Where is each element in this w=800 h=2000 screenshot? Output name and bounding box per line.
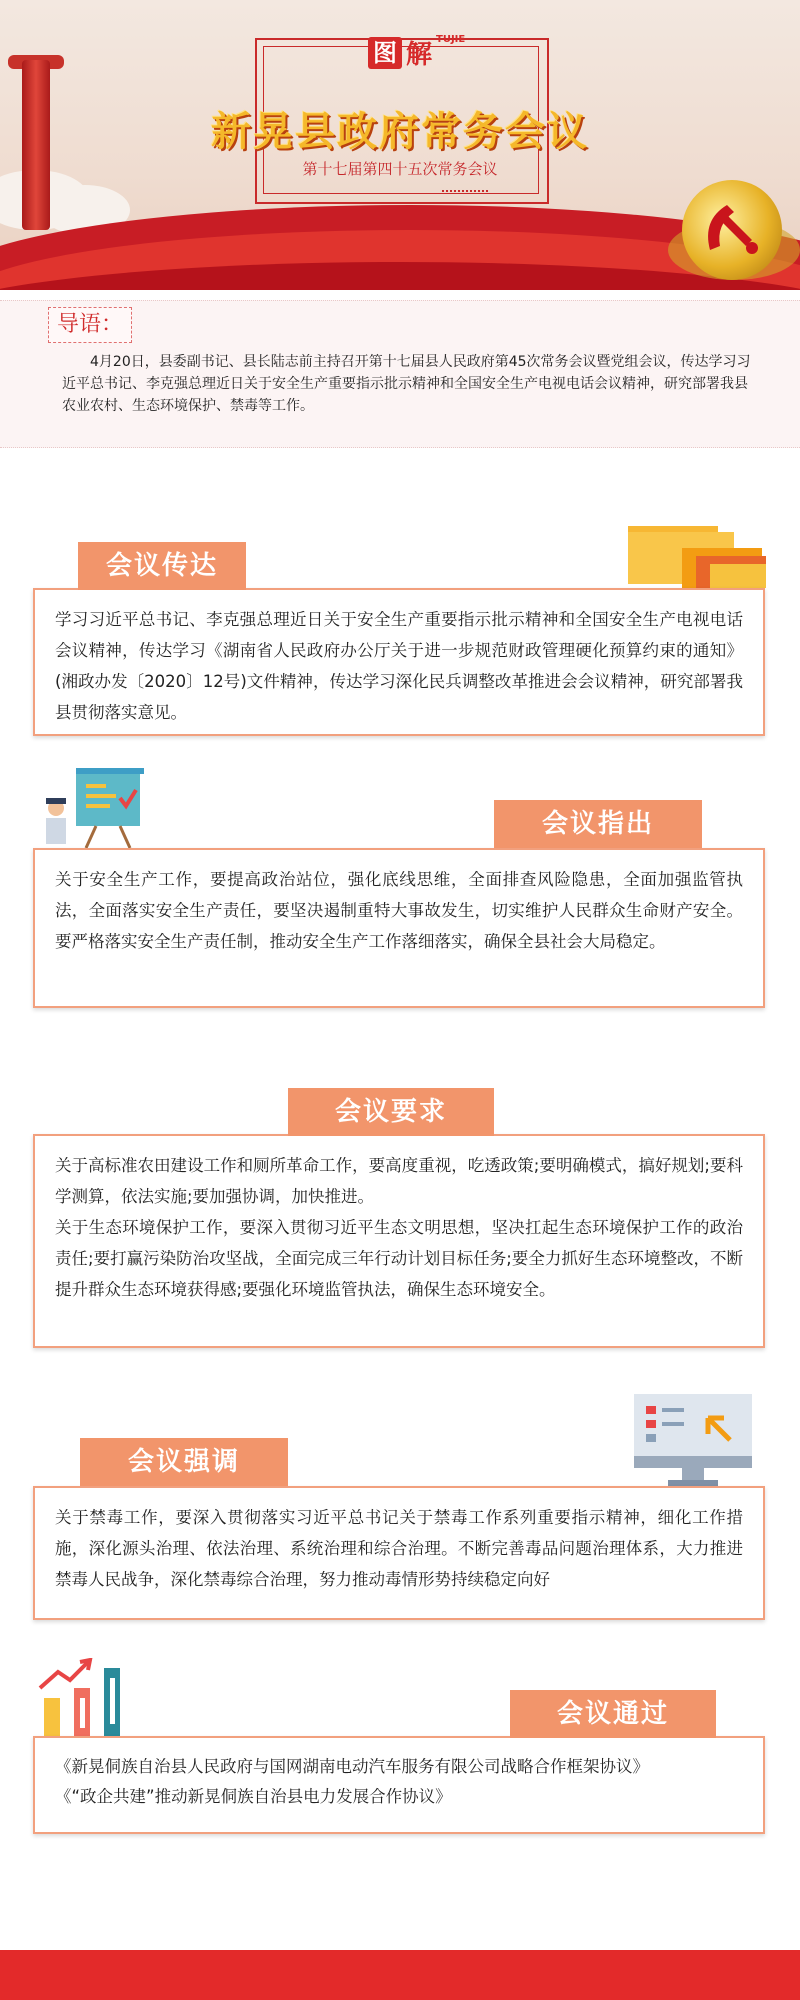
logo-char: 图 — [368, 37, 402, 69]
section-text — [35, 1136, 763, 1315]
paragraph: 关于安全生产工作，要提高政治站位，强化底线思维，全面排查风险隐患，全面加强监管执法，全面落实安全生产责任，要坚决遏制重特大事故发生，切实维护人民群众生命财产安全。要严格落实安全生产责任制，推动安全生产工作落细落实，确保全县社会大局稳定。 — [55, 870, 743, 951]
section-tag-emphasize: 会议强调 — [80, 1438, 288, 1486]
section-text — [35, 590, 763, 738]
folder-icon — [626, 526, 766, 594]
logo-en: TUJIE — [436, 34, 466, 45]
section-box-emphasize — [33, 1486, 765, 1620]
huabiao-pillar-icon — [22, 60, 50, 230]
dotted-divider — [442, 190, 488, 196]
intro-text: 4月20日，县委副书记、县长陆志前主持召开第十七届县人民政府第45次常务会议暨党组会议，传达学习习近平总书记、李克强总理近日关于安全生产重要指示批示精神和全国安全生产电视电话会议精神，研究部署我县农业农村、生态环境保护、禁毒等工作。 — [62, 354, 751, 414]
section-box-transmit — [33, 588, 765, 736]
section-tag-approved: 会议通过 — [510, 1690, 716, 1738]
section-tag-point-out: 会议指出 — [494, 800, 702, 848]
computer-monitor-icon — [634, 1394, 754, 1490]
header-banner — [0, 0, 800, 290]
bar-chart-icon — [36, 1658, 136, 1742]
intro-section — [0, 300, 800, 448]
paragraph: 学习习近平总书记、李克强总理近日关于安全生产重要指示批示精神和全国安全生产电视电话会议精神，传达学习《湖南省人民政府办公厅关于进一步规范财政管理硬化预算约束的通知》(湘政办发〔2020〕12号)文件精神，传达学习深化民兵调整改革推进会会议精神，研究部署我县贯彻落实意见。 — [55, 610, 743, 722]
tujie-logo — [310, 34, 490, 71]
agreement-item: 《新晃侗族自治县人民政府与国网湖南电动汽车服务有限公司战略合作框架协议》 — [55, 1757, 649, 1776]
section-text — [35, 1488, 763, 1605]
presentation-board-icon — [40, 768, 150, 852]
agreement-item: 《“政企共建”推动新晃侗族自治县电力发展合作协议》 — [55, 1787, 452, 1806]
section-box-approved — [33, 1736, 765, 1834]
section-text — [35, 850, 763, 967]
section-box-point-out — [33, 848, 765, 1008]
section-tag-requirements: 会议要求 — [288, 1088, 494, 1136]
intro-label: 导语： — [48, 307, 132, 343]
page-subtitle: 第十七届第四十五次常务会议 — [302, 160, 498, 178]
footer-bar — [0, 1950, 800, 2000]
page-title: 新晃县政府常务会议 — [211, 109, 589, 155]
logo-char2: 解 — [405, 40, 432, 70]
section-tag-transmit: 会议传达 — [78, 542, 246, 590]
section-text — [35, 1738, 763, 1822]
paragraph: 关于高标准农田建设工作和厕所革命工作，要高度重视，吃透政策;要明确模式，搞好规划;要科学测算，依法实施;要加强协调，加快推进。 — [55, 1156, 743, 1206]
party-emblem-icon — [682, 180, 782, 280]
paragraph: 关于生态环境保护工作，要深入贯彻习近平生态文明思想，坚决扛起生态环境保护工作的政治责任;要打赢污染防治攻坚战，全面完成三年行动计划目标任务;要全力抓好生态环境整改，不断提升群众生态环境获得感;要强化环境监管执法，确保生态环境安全。 — [55, 1218, 743, 1299]
paragraph: 关于禁毒工作，要深入贯彻落实习近平总书记关于禁毒工作系列重要指示精神，细化工作措施，深化源头治理、依法治理、系统治理和综合治理。不断完善毒品问题治理体系，大力推进禁毒人民战争，深化禁毒综合治理，努力推动毒情形势持续稳定向好 — [55, 1508, 743, 1589]
section-box-requirements — [33, 1134, 765, 1348]
